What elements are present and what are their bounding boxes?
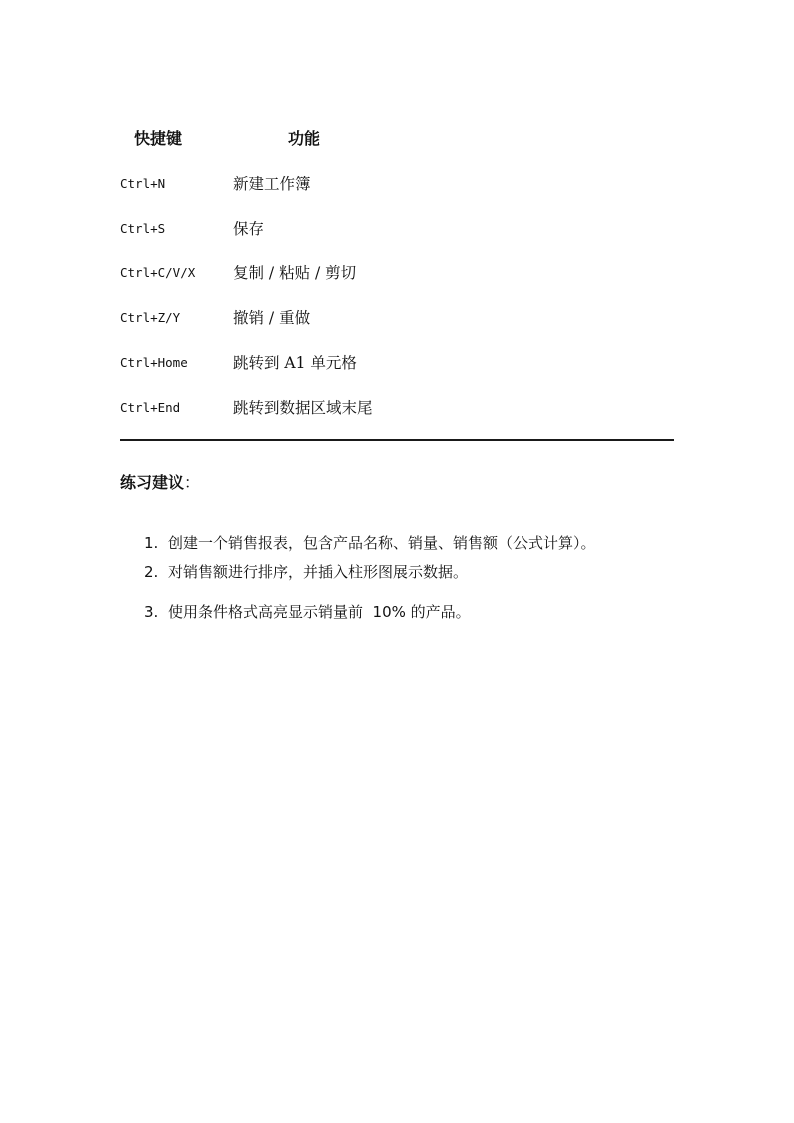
shortcut-row [120, 173, 680, 195]
section-divider [120, 439, 674, 441]
practice-item-text: 创建一个销售报表，包含产品名称、销量、销售额（公式计算）。 [168, 534, 596, 552]
shortcut-key: Ctrl+Home [120, 355, 188, 370]
practice-item [140, 561, 468, 583]
practice-title [120, 472, 200, 494]
shortcut-function: 跳转到数据区域末尾 [233, 399, 373, 417]
practice-title-colon: ： [184, 473, 201, 492]
practice-item-text: 使用条件格式高亮显示销量前 10% 的产品。 [168, 603, 471, 621]
header-function: 功能 [288, 129, 321, 148]
shortcut-row [120, 218, 680, 240]
practice-title-text: 练习建议 [120, 473, 185, 492]
practice-item [140, 532, 596, 554]
shortcut-row [120, 352, 680, 374]
header-shortcut: 快捷键 [134, 129, 183, 148]
shortcut-row [120, 397, 680, 419]
shortcut-key: Ctrl+Z/Y [120, 310, 181, 325]
shortcut-function: 新建工作簿 [233, 175, 311, 193]
shortcut-key: Ctrl+End [120, 400, 181, 415]
practice-item-number: 2. [144, 563, 159, 581]
shortcut-function: 保存 [233, 220, 265, 238]
practice-item-text: 对销售额进行排序，并插入柱形图展示数据。 [168, 563, 469, 581]
shortcut-row [120, 307, 680, 329]
shortcut-function: 复制 / 粘贴 / 剪切 [233, 264, 357, 282]
shortcut-key: Ctrl+S [120, 221, 166, 236]
shortcut-key: Ctrl+N [120, 176, 166, 191]
practice-item [140, 601, 471, 623]
shortcut-function: 撤销 / 重做 [233, 309, 311, 327]
shortcut-key: Ctrl+C/V/X [120, 265, 196, 280]
shortcut-function: 跳转到 A1 单元格 [233, 354, 357, 372]
shortcut-row [120, 262, 680, 284]
practice-item-number: 3. [144, 603, 159, 621]
practice-item-number: 1. [144, 534, 159, 552]
